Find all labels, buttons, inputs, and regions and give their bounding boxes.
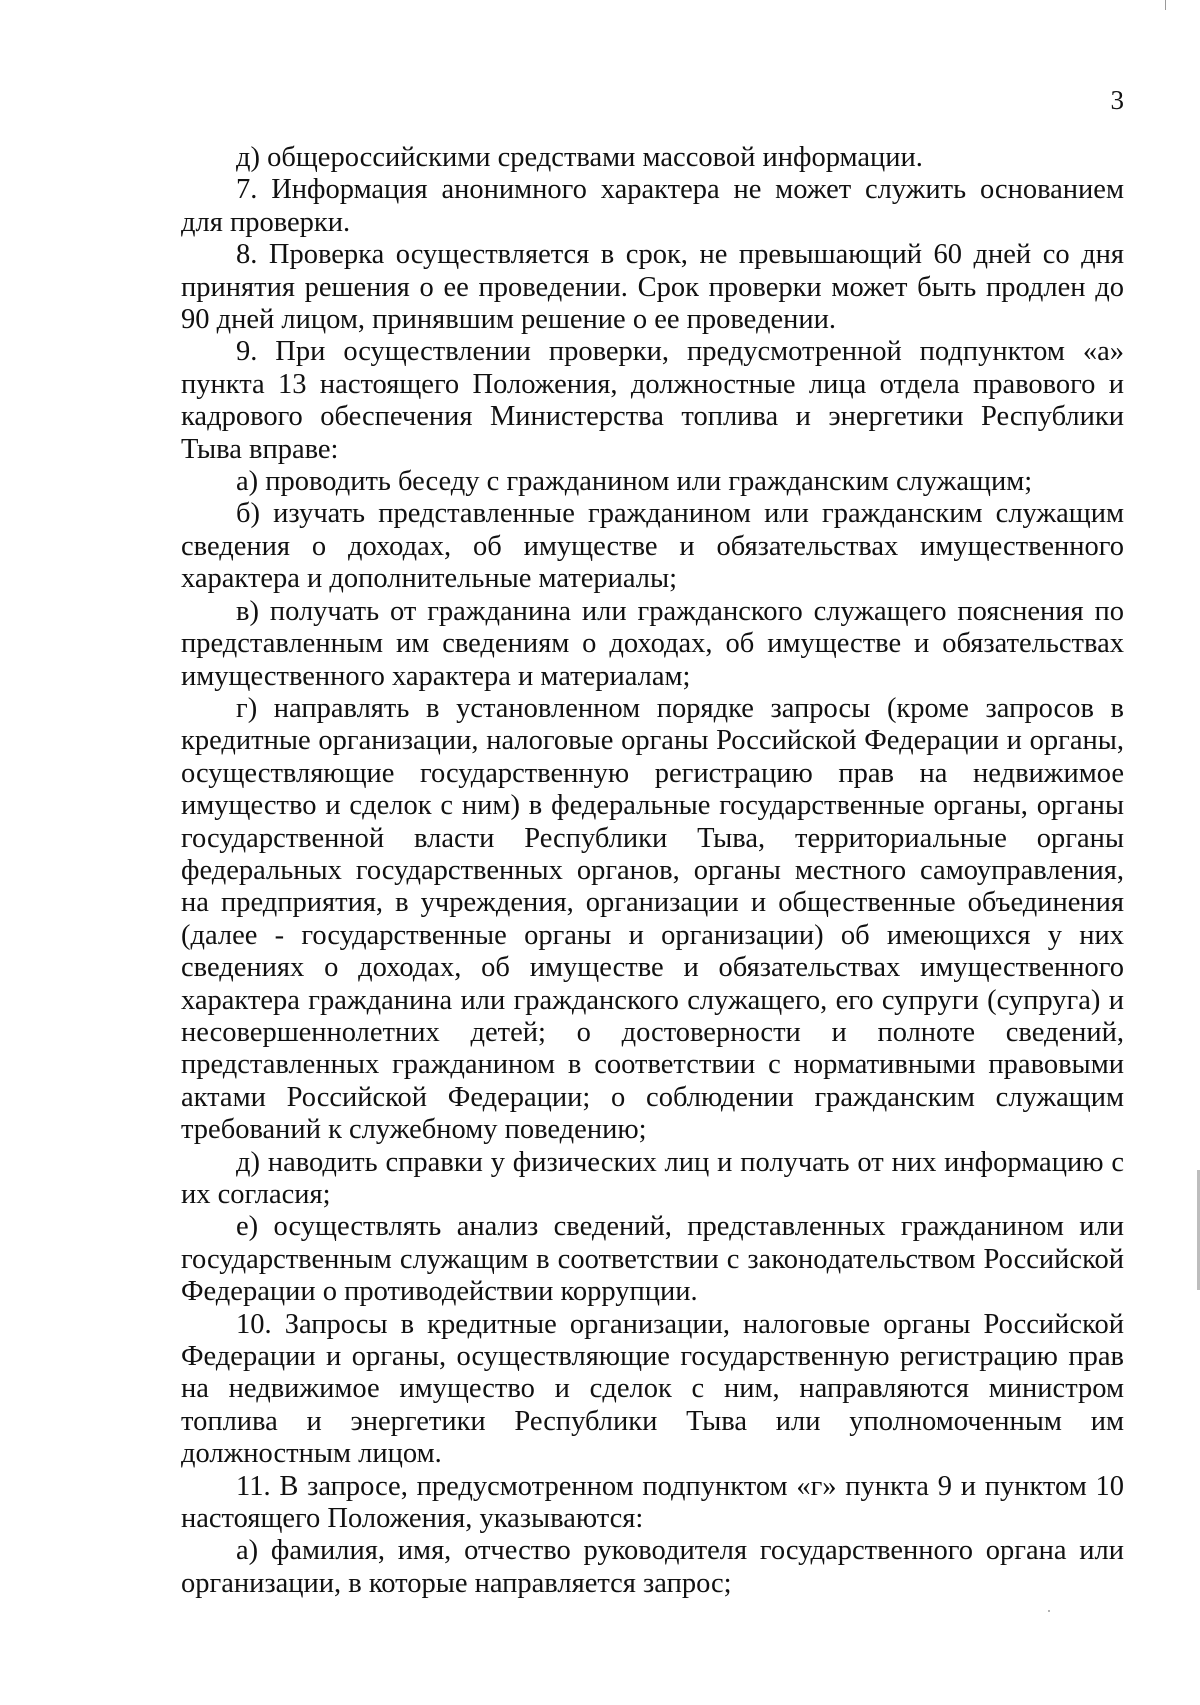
- scan-speck: [1048, 1610, 1050, 1612]
- paragraph-11: 11. В запросе, предусмотренном подпунктом «г» пункта 9 и пунктом 10 настоящего Положения, указываются:: [181, 1470, 1124, 1535]
- paragraph-6d: д) общероссийскими средствами массовой информации.: [236, 142, 923, 173]
- paragraph-9e: е) осуществлять анализ сведений, представленных гражданином или государственным служащим в соответствии с законодательством Российской Федерации о противодействии коррупции.: [181, 1211, 1124, 1308]
- paragraph-11a: а) фамилия, имя, отчество руководителя государственного органа или организации, в которые направляется запрос;: [181, 1535, 1124, 1599]
- page-number: 3: [1110, 85, 1124, 115]
- paragraph-9b: б) изучать представленные гражданином или гражданским служащим сведения о доходах, об имуществе и обязательствах имущественного характера и дополнительные материалы;: [181, 498, 1124, 595]
- paragraph-9v: в) получать от гражданина или гражданского служащего пояснения по представленным им сведениям о доходах, об имуществе и обязательствах имущественного характера и материалам;: [181, 595, 1124, 692]
- paragraph-7: 7. Информация анонимного характера не может служить основанием для проверки.: [181, 174, 1124, 238]
- paragraph-10: 10. Запросы в кредитные организации, налоговые органы Российской Федерации и органы, осуществляющие государственную регистрацию прав на недвижимое имущество и сделок с ним, направляются министром топлива и энергетики Республики Тыва или уполномоченным им должностным лицом.: [181, 1308, 1124, 1470]
- paragraph-8: 8. Проверка осуществляется в срок, не превышающий 60 дней со дня принятия решения о ее проведении. Срок проверки может быть продлен до 90 дней лицом, принявшим решение о ее проведении.: [181, 239, 1124, 336]
- scan-edge-tick: [1165, 0, 1166, 10]
- paragraph-9a: а) проводить беседу с гражданином или гражданским служащим;: [236, 466, 1033, 498]
- document-body: [181, 142, 1124, 1600]
- paragraph-9: 9. При осуществлении проверки, предусмотренной подпунктом «а» пункта 13 настоящего Положения, должностные лица отдела правового и кадрового обеспечения Министерства топлива и энергетики Республики Тыва вправе:: [181, 336, 1124, 465]
- paragraph-9g: г) направлять в установленном порядке запросы (кроме запросов в кредитные организации, налоговые органы Российской Федерации и органы, осуществляющие государственную регистрацию прав на недвижимое имущество и сделок с ним) в федеральные государственные органы, органы государственной власти Республики Тыва, территориальные органы федеральных государственных органов, органы местного самоуправления, на предприятия, в учреждения, организации и общественные объединения (далее - государственные органы и организации) об имеющихся у них сведениях о доходах, об имуществе и обязательствах имущественного характера гражданина или гражданского служащего, его супруги (супруга) и несовершеннолетних детей; о достоверности и полноте сведений, представленных гражданином в соответствии с нормативными правовыми актами Российской Федерации; о соблюдении гражданским служащим требований к служебному поведению;: [181, 692, 1124, 1146]
- paragraph-9d: д) наводить справки у физических лиц и получать от них информацию с их согласия;: [181, 1146, 1124, 1210]
